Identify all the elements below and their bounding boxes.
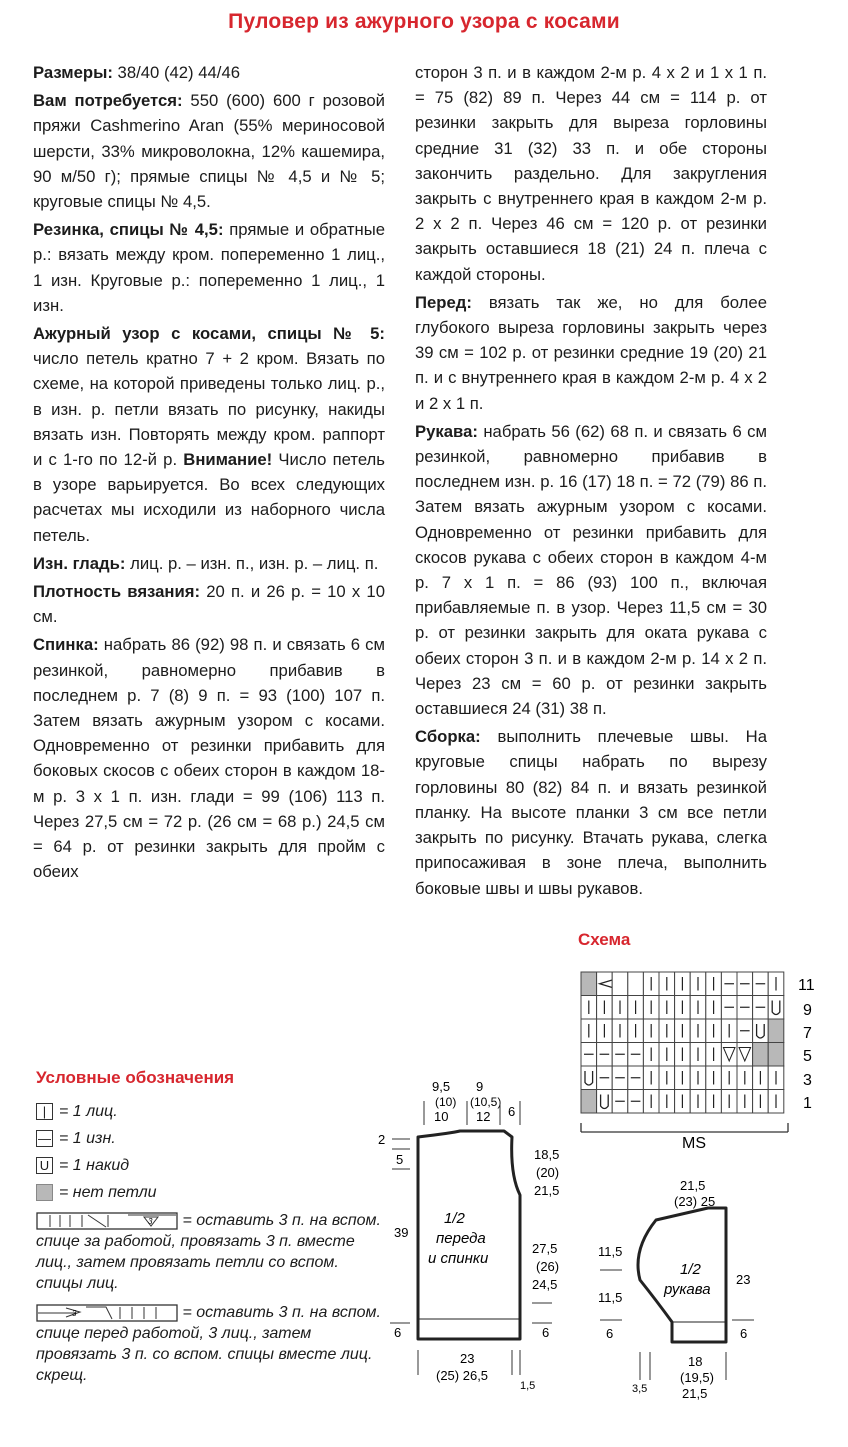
dim-label: (20) bbox=[536, 1165, 560, 1180]
legend-item-cable-back: 3 = оставить 3 п. на вспом. спице за работой, провязать 3 п. вместе лиц., затем провязать петли со вспом. спицы лиц. bbox=[36, 1212, 381, 1292]
schema-title: Схема bbox=[578, 930, 631, 949]
dim-label: 23 bbox=[460, 1351, 475, 1366]
svg-text:3: 3 bbox=[148, 1216, 153, 1226]
dim-label: 6 bbox=[508, 1104, 516, 1119]
dim-label: 9 bbox=[476, 1079, 484, 1094]
left-text-column bbox=[33, 60, 385, 888]
dim-label: 12 bbox=[476, 1109, 491, 1124]
paragraph-front: Перед: вязать так же, но для более глубокого выреза горловины закрыть через 39 см = 102 р. от резинки средние 19 (20) 21 п. и с внутреннего края в каждом 2-м р. 4 x 2 и 2 x 1 п. bbox=[415, 292, 767, 413]
dim-label: 24,5 bbox=[532, 1277, 558, 1292]
paragraph-assembly: Сборка: выполнить плечевые швы. На круговые спицы набрать по вырезу горловины 80 (82) 84 п. и вязать резинкой планку. На высоте планки 3 см все петли закрыть по рисунку. Втачать рукава, слегка припосаживая в зоне плеча, выполнить боковые швы и швы рукавов. bbox=[415, 727, 767, 898]
paragraph-sleeves: Рукава: набрать 56 (62) 68 п. и связать 6 см резинкой, равномерно прибавив в последнем изн. р. 16 (17) 18 п. = 72 (79) 86 п. Затем вязать ажурным узором с косами. Одновременно от резинки прибавить для скосов рукава с обеих сторон в каждом 4-м р. 7 x 1 п. = 86 (93) 100 п., включая прибавляемые п. в узор. Через 11,5 см = 30 р. от резинки закрыть для оката рукава с обеих сторон 3 п. и в каждом 2-м р. 14 x 2 п. Через 23 см = 60 р. от резинки закрыть оставшиеся 24 (31) 38 п. bbox=[415, 421, 767, 719]
body-schematic bbox=[372, 1075, 572, 1405]
dim-label: 21,5 bbox=[534, 1183, 560, 1198]
no-stitch-icon bbox=[36, 1184, 53, 1201]
paragraph-reverse-stockinette: Изн. гладь: лиц. р. – изн. п., изн. р. – лиц. п. bbox=[33, 553, 379, 573]
paragraph-materials: Вам потребуется: 550 (600) 600 г розовой пряжи Cashmerino Aran (55% мериносовой шерсти, 33% микроволокна, 12% кашемира, 90 м/50 г); прямые спицы № 4,5 и № 5; круговые спицы № 4,5. bbox=[33, 91, 385, 212]
knitting-chart bbox=[576, 968, 826, 1158]
dim-label: 6 bbox=[740, 1326, 748, 1341]
dim-label: 23 bbox=[736, 1272, 751, 1287]
dim-label: 11,5 bbox=[598, 1290, 623, 1305]
dim-label: 21,5 bbox=[682, 1386, 708, 1401]
dim-label: (26) bbox=[536, 1259, 560, 1274]
svg-text:рукава: рукава bbox=[664, 1281, 711, 1298]
dim-label: 6 bbox=[394, 1325, 402, 1340]
dim-label: 18,5 bbox=[534, 1147, 560, 1162]
paragraph-gauge: Плотность вязания: 20 п. и 26 р. = 10 x 10 см. bbox=[33, 582, 385, 627]
legend-title: Условные обозначения bbox=[36, 1068, 235, 1087]
paragraph-sizes: Размеры: 38/40 (42) 44/46 bbox=[33, 63, 241, 82]
svg-text:переда: переда bbox=[436, 1230, 486, 1247]
dim-label: (25) 26,5 bbox=[436, 1368, 489, 1383]
legend-item: U = 1 накид bbox=[36, 1152, 386, 1179]
dim-label: 18 bbox=[688, 1354, 703, 1369]
yarn-over-icon: U bbox=[36, 1157, 53, 1174]
dim-label: 39 bbox=[394, 1225, 409, 1240]
svg-text:3: 3 bbox=[72, 1308, 77, 1318]
dim-label: 1,5 bbox=[520, 1380, 536, 1392]
dim-label: 21,5 bbox=[680, 1180, 706, 1193]
cable-front-icon bbox=[36, 1303, 178, 1323]
paragraph-pattern: Ажурный узор с косами, спицы № 5: число петель кратно 7 + 2 кром. Вязать по схеме, на которой приведены только лиц. р., в изн. р. петли вязать по рисунку, накиды вязать изн. Повторять между кром. раппорт и с 1-го по 12-й р. Внимание! Число петель в узоре варьируется. Во всех следующих расчетах мы исходили из наборного числа петель. bbox=[33, 324, 385, 545]
legend-item: | = 1 лиц. bbox=[36, 1098, 386, 1125]
dim-label: 11,5 bbox=[598, 1244, 623, 1259]
dim-label: (23) 25 bbox=[674, 1194, 716, 1209]
page-title: Пуловер из ажурного узора с косами bbox=[228, 10, 620, 33]
right-text-column bbox=[415, 60, 767, 904]
paragraph-back-continued: сторон 3 п. и в каждом 2-м р. 4 x 2 и 1 x 1 п. = 75 (82) 89 п. Через 44 см = 114 р. от резинки закрыть для выреза горловины средние 31 (32) 33 п. и обе стороны закончить раздельно. Для закругления закрыть с внутреннего края в каждом 2-м р. 2 x 2 п. Через 46 см = 120 р. от резинки закрыть оставшиеся 18 (21) 24 п. плеча с каждой стороны. bbox=[415, 63, 767, 284]
svg-text:и спинки: и спинки bbox=[428, 1250, 489, 1267]
row-number: 7 bbox=[803, 1025, 812, 1042]
legend-item: — = 1 изн. bbox=[38, 1130, 116, 1147]
body-label: 1/2 bbox=[444, 1210, 465, 1227]
chart-grid bbox=[581, 972, 784, 1113]
paragraph-back: Спинка: набрать 86 (92) 98 п. и связать 6 см резинкой, равномерно прибавив в последнем р. 7 (8) 9 п. = 93 (100) 107 п. Затем вязать ажурным узором с косами. Одновременно от резинки прибавить для боковых скосов с обеих сторон в каждом 18-м р. 3 x 1 п. изн. глади = 99 (106) 113 п. Через 27,5 см = 72 р. (26 см = 68 р.) 24,5 см = 64 р. от резинки закрыть для пройм с обеих bbox=[33, 635, 385, 882]
dim-label: (10) bbox=[435, 1095, 457, 1109]
rapport-label: MS bbox=[682, 1135, 706, 1152]
purl-stitch-icon: — bbox=[38, 1131, 51, 1146]
dim-label: 5 bbox=[396, 1152, 404, 1167]
knit-stitch-icon: | bbox=[36, 1103, 53, 1120]
dim-label: 2 bbox=[378, 1132, 386, 1147]
legend bbox=[36, 1098, 386, 1386]
row-number: 9 bbox=[803, 1002, 812, 1019]
sleeve-label: 1/2 bbox=[680, 1261, 701, 1278]
legend-item-cable-front: 3 = оставить 3 п. на вспом. спице перед работой, 3 лиц., затем провязать 3 п. со вспом. спицы вместе лиц. скрещ. bbox=[36, 1304, 381, 1384]
dim-label: (10,5) bbox=[470, 1095, 502, 1109]
dim-label: 6 bbox=[606, 1326, 614, 1341]
row-number: 5 bbox=[803, 1048, 812, 1065]
dim-label: 10 bbox=[434, 1109, 449, 1124]
row-number: 3 bbox=[803, 1072, 812, 1089]
dim-label: 3,5 bbox=[632, 1383, 648, 1395]
sleeve-schematic bbox=[592, 1180, 792, 1410]
cable-back-icon bbox=[36, 1211, 178, 1231]
dim-label: (19,5) bbox=[680, 1370, 714, 1385]
row-number: 1 bbox=[803, 1095, 812, 1112]
dim-label: 9,5 bbox=[432, 1079, 451, 1094]
row-number: 11 bbox=[798, 977, 815, 994]
paragraph-rib: Резинка, спицы № 4,5: прямые и обратные р.: вязать между кром. попеременно 1 лиц., 1 изн. Круговые р.: попеременно 1 лиц., 1 изн. bbox=[33, 220, 385, 315]
dim-label: 27,5 bbox=[532, 1241, 558, 1256]
dim-label: 6 bbox=[542, 1325, 550, 1340]
legend-item: = нет петли bbox=[36, 1179, 386, 1206]
